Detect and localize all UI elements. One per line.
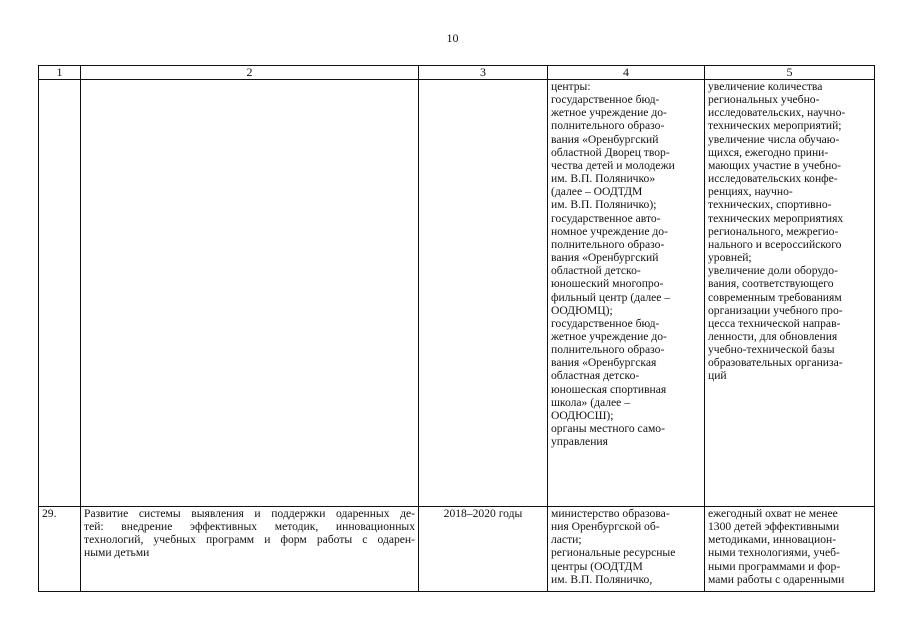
text-line: полнительного образо- [551,343,665,357]
results-cell [705,507,875,592]
text-line: учебно-технической базы [708,343,835,357]
text-line: мами работы с одаренными [708,572,845,586]
text-line: ежегодный охват не менее [708,507,838,520]
measure-cell [81,80,419,507]
column-number-5: 5 [705,66,875,80]
text-line: государственное авто- [551,211,661,225]
text-line: технологий, учебных программ и форм работы с одарен- [84,533,415,547]
text-line: технических мероприятий; [708,119,842,133]
results-cell [705,80,875,507]
text-line: чества детей и молодежи [551,158,675,172]
text-line: полнительного образо- [551,119,665,133]
measure-cell [81,507,419,592]
text-line: им. В.П. Поляничко, [551,572,653,586]
text-line: юношеская спортивная [551,382,667,396]
text-line: увеличение количества [708,80,823,93]
text-line: региональные ресурсные [551,546,676,560]
program-table [38,65,875,592]
column-number-3: 3 [419,66,548,80]
text-line: увеличение доли оборудо- [708,264,838,278]
table-row [39,80,875,507]
text-line: современным требованиям [708,290,842,304]
row-number-cell: 29. [39,507,81,592]
text-line: областная детско- [551,369,640,383]
table-header-row [39,66,875,80]
text-line: Развитие системы выявления и поддержки одаренных де- [84,507,415,520]
text-line: государственное бюд- [551,316,660,330]
column-number-4: 4 [548,66,705,80]
text-line: ными детьми [84,546,150,560]
text-line: вания, соответствующего [708,277,834,291]
text-line: ласти; [551,533,582,547]
text-line: органы местного само- [551,422,665,436]
text-line: вания «Оренбургский [551,251,659,265]
text-line: жетное учреждение до- [551,106,667,120]
text-line: ленности, для обновления [708,329,838,343]
text-line: центры (ООДТДМ [551,559,643,573]
text-line: щихся, ежегодно прини- [708,145,829,159]
text-line: ными программами и фор- [708,559,841,573]
text-line: организации учебного про- [708,303,843,317]
executors-cell [548,80,705,507]
text-line: мающих участие в учебно- [708,158,842,172]
text-line: номное учреждение до- [551,224,668,238]
text-line: областной Дворец твор- [551,145,670,159]
text-line: управления [551,435,608,449]
text-line: уровней; [708,251,752,265]
text-line: юношеский многопро- [551,277,664,291]
text-line: ций [708,369,727,383]
text-line: ными технологиями, учеб- [708,546,840,560]
text-line: исследовательских, научно- [708,106,846,120]
text-line: увеличение числа обучаю- [708,132,840,146]
text-line: ния Оренбургской об- [551,520,660,534]
text-line: ренциях, научно- [708,185,793,199]
text-line: цесса технической направ- [708,316,841,330]
text-line: министерство образова- [551,507,670,520]
text-line: жетное учреждение до- [551,329,667,343]
column-number-2: 2 [81,66,419,80]
text-line: нального и всероссийского [708,237,842,251]
column-number-1: 1 [39,66,81,80]
period-cell [419,80,548,507]
text-line: школа» (далее – [551,395,631,409]
text-line: исследовательских конфе- [708,172,838,186]
text-line: ООДЮМЦ); [551,303,613,317]
text-line: им. В.П. Поляничко» [551,172,656,186]
executors-cell [548,507,705,592]
text-line: технических мероприятиях [708,211,844,225]
text-line: государственное бюд- [551,93,660,107]
text-line: регионального, межрегио- [708,224,839,238]
text-line: центры: [551,80,591,93]
text-line: вания «Оренбургская [551,356,657,370]
text-line: образовательных организа- [708,356,843,370]
text-line: технических, спортивно- [708,198,832,212]
text-line: им. В.П. Поляничко); [551,198,657,212]
text-line: тей: внедрение эффективных методик, инновационных [84,520,415,534]
text-line: фильный центр (далее – [551,290,671,304]
text-line: методиками, инновацион- [708,533,837,547]
text-line: региональных учебно- [708,93,820,107]
text-line: областной детско- [551,264,641,278]
period-cell: 2018–2020 годы [419,507,548,592]
text-line: (далее – ООДТДМ [551,185,643,199]
table-row [39,507,875,592]
text-line: 1300 детей эффективными [708,520,840,534]
text-line: вания «Оренбургский [551,132,659,146]
text-line: полнительного образо- [551,237,665,251]
text-line: ООДЮСШ); [551,408,614,422]
row-number-cell [39,80,81,507]
page-number: 10 [446,31,459,45]
